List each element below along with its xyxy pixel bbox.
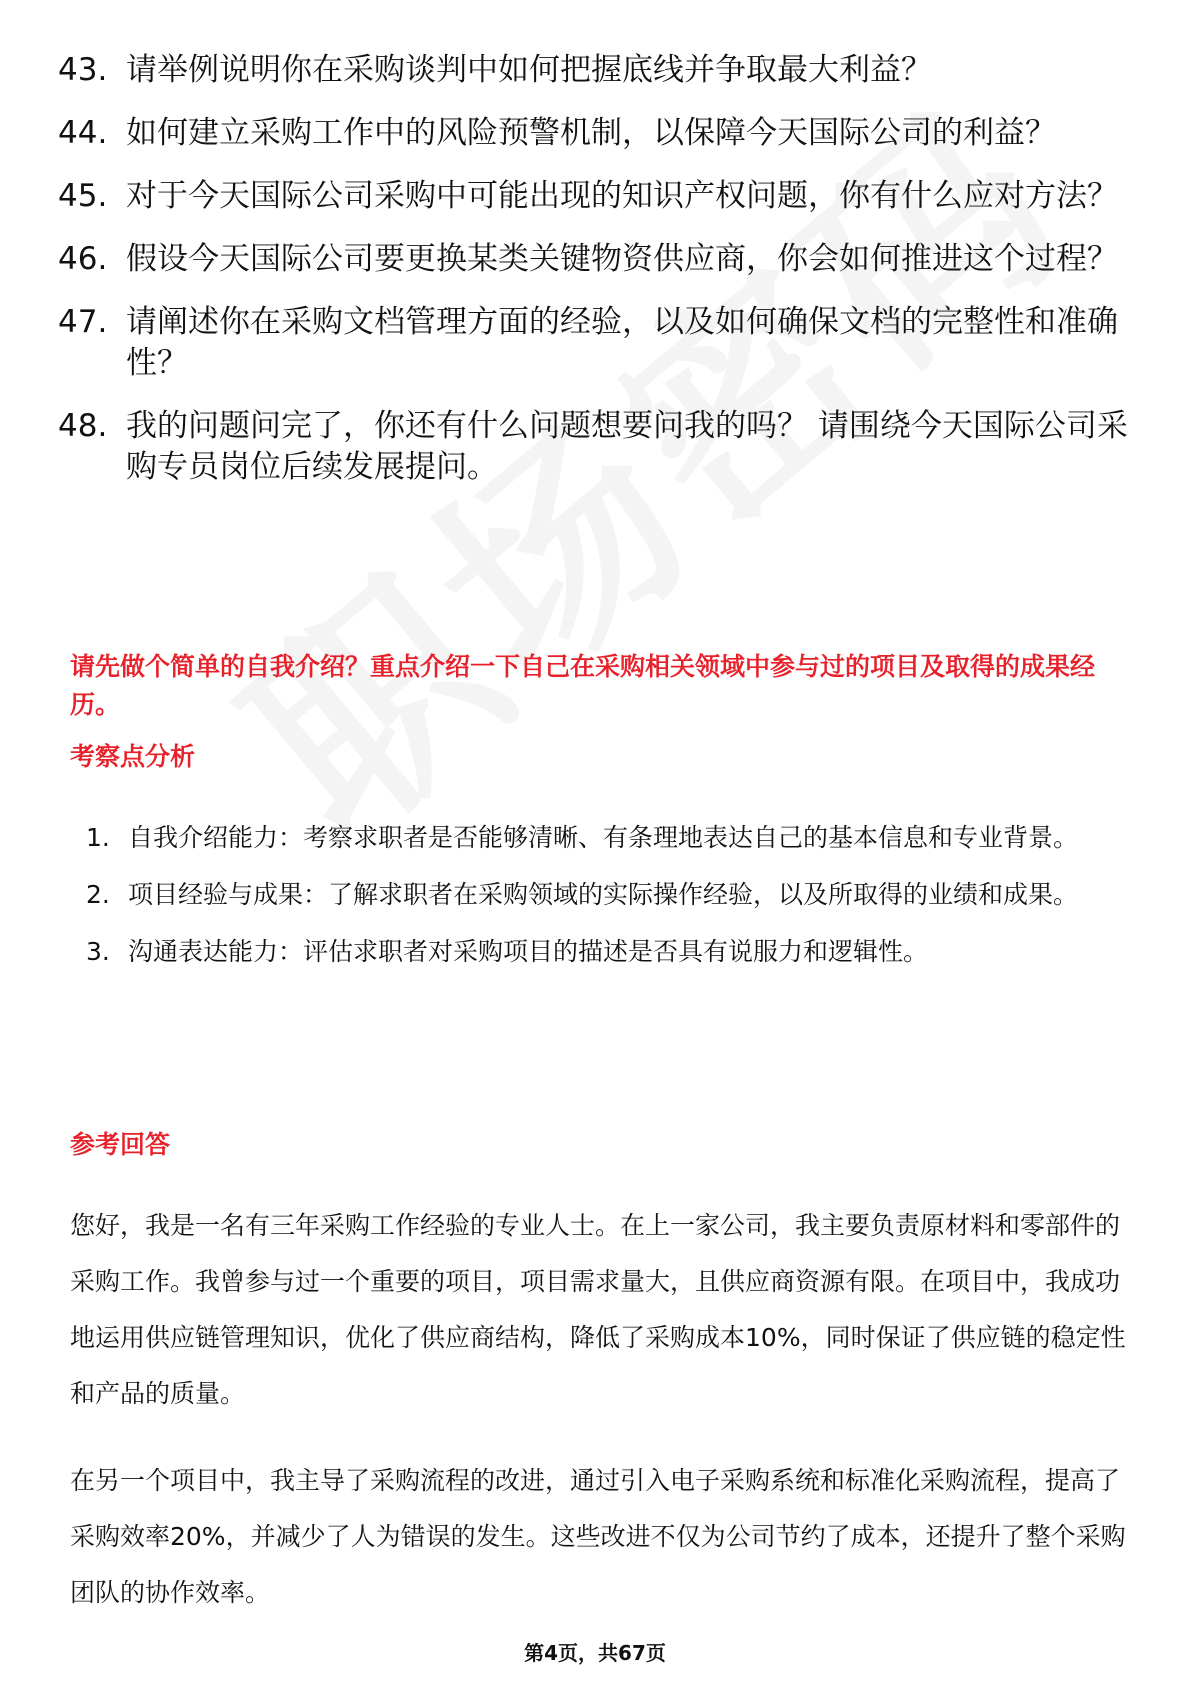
question-text: 请阐述你在采购文档管理方面的经验，以及如何确保文档的完整性和准确性？ — [126, 304, 1118, 381]
question-number: 45. — [58, 178, 108, 214]
question-text: 假设今天国际公司要更换某类关键物资供应商，你会如何推进这个过程？ — [126, 241, 1118, 277]
analysis-number: 1. — [86, 823, 110, 852]
reference-title: 参考回答 — [70, 1130, 171, 1159]
question-text: 我的问题问完了，你还有什么问题想要问我的吗？ 请围绕今天国际公司采购专员岗位后续发展提问。 — [126, 408, 1128, 485]
page-footer: 第4页，共67页 — [524, 1641, 666, 1665]
list-item — [86, 924, 1136, 979]
list-item — [58, 406, 1138, 488]
list-item — [58, 176, 1138, 217]
analysis-text: 沟通表达能力：评估求职者对采购项目的描述是否具有说服力和逻辑性。 — [128, 937, 929, 966]
question-number: 43. — [58, 52, 108, 88]
reference-paragraph-1: 您好，我是一名有三年采购工作经验的专业人士。在上一家公司，我主要负责原材料和零部件的采购工作。我曾参与过一个重要的项目，项目需求量大，且供应商资源有限。在项目中，我成功地运用供应链管理知识，优化了供应商结构，降低了采购成本10%，同时保证了供应链的稳定性和产品的质量。 — [70, 1211, 1126, 1408]
list-item — [86, 867, 1136, 922]
question-text: 请举例说明你在采购谈判中如何把握底线并争取最大利益？ — [126, 52, 932, 88]
list-item — [86, 810, 1136, 865]
question-number: 47. — [58, 304, 108, 340]
question-number: 44. — [58, 115, 108, 151]
analysis-title: 考察点分析 — [70, 742, 196, 771]
question-text: 对于今天国际公司采购中可能出现的知识产权问题，你有什么应对方法？ — [126, 178, 1118, 214]
analysis-list — [86, 810, 1136, 981]
analysis-text: 项目经验与成果：了解求职者在采购领域的实际操作经验，以及所取得的业绩和成果。 — [128, 880, 1079, 909]
question-text: 如何建立采购工作中的风险预警机制，以保障今天国际公司的利益？ — [126, 115, 1056, 151]
reference-paragraph-2: 在另一个项目中，我主导了采购流程的改进，通过引入电子采购系统和标准化采购流程，提高了采购效率20%，并减少了人为错误的发生。这些改进不仅为公司节约了成本，还提升了整个采购团队的协作效率。 — [70, 1466, 1126, 1607]
highlight-question: 请先做个简单的自我介绍？重点介绍一下自己在采购相关领域中参与过的项目及取得的成果经历。 — [70, 652, 1096, 719]
question-list — [58, 50, 1138, 510]
analysis-text: 自我介绍能力：考察求职者是否能够清晰、有条理地表达自己的基本信息和专业背景。 — [128, 823, 1079, 852]
list-item — [58, 113, 1138, 154]
list-item — [58, 302, 1138, 384]
analysis-number: 2. — [86, 880, 110, 909]
question-number: 48. — [58, 408, 108, 444]
analysis-number: 3. — [86, 937, 110, 966]
question-number: 46. — [58, 241, 108, 277]
list-item — [58, 50, 1138, 91]
list-item — [58, 239, 1138, 280]
